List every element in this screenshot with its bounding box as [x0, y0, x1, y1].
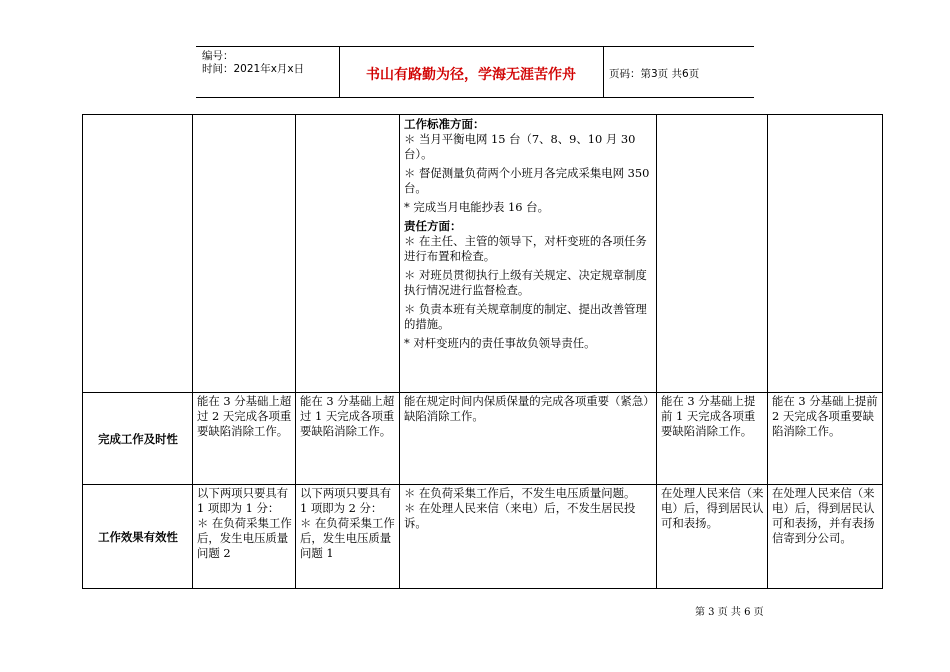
list-item: * 完成当月电能抄表 16 台。	[404, 200, 549, 214]
header-divider	[339, 47, 340, 97]
list-item: ＊ 在负荷采集工作后，发生电压质量问题 2	[197, 516, 292, 560]
score-cell: 在处理人民来信（来电）后，得到居民认可和表扬。	[657, 485, 768, 589]
row-label-timeliness: 完成工作及时性	[83, 393, 193, 485]
score-cell: 能在 3 分基础上超过 1 天完成各项重要缺陷消除工作。	[296, 393, 400, 485]
responsibility-heading: 责任方面：	[404, 219, 462, 233]
table-row	[83, 115, 883, 393]
score-intro: 以下两项只要具有 1 项即为 2 分：	[300, 486, 392, 515]
table-cell	[193, 115, 296, 393]
header-meta	[202, 50, 304, 76]
header-page-number: 页码：第3页 共6页	[609, 68, 700, 80]
score-intro: 以下两项只要具有 1 项即为 1 分：	[197, 486, 289, 515]
table-cell	[768, 115, 883, 393]
page-header	[196, 46, 754, 98]
score-cell: 能在 3 分基础上超过 2 天完成各项重要缺陷消除工作。	[193, 393, 296, 485]
table-row	[83, 393, 883, 485]
list-item: ＊ 在负荷采集工作后，不发生电压质量问题。	[404, 486, 636, 500]
standards-heading: 工作标准方面：	[404, 117, 485, 131]
assessment-table	[82, 114, 883, 589]
table-cell	[296, 115, 400, 393]
header-divider	[603, 47, 604, 97]
document-date-label: 时间：2021年x月x日	[202, 63, 305, 75]
standards-cell	[400, 115, 657, 393]
list-item: ＊ 在负荷采集工作后，发生电压质量问题 1	[300, 516, 395, 560]
document-number-label: 编号：	[202, 50, 234, 62]
row-label-effectiveness: 工作效果有效性	[83, 485, 193, 589]
header-motto: 书山有路勤为径，学海无涯苦作舟	[366, 67, 576, 83]
table-cell	[83, 115, 193, 393]
score-cell	[296, 485, 400, 589]
table-cell	[657, 115, 768, 393]
list-item: ＊ 在处理人民来信（来电）后，不发生居民投诉。	[404, 501, 636, 530]
page-footer: 第 3 页 共 6 页	[695, 607, 764, 618]
score-cell	[400, 485, 657, 589]
score-cell: 能在规定时间内保质保量的完成各项重要（紧急）缺陷消除工作。	[400, 393, 657, 485]
list-item: ＊ 当月平衡电网 15 台（7、8、9、10 月 30 台）。	[404, 132, 636, 161]
list-item: * 对杆变班内的责任事故负领导责任。	[404, 336, 596, 350]
list-item: ＊ 在主任、主管的领导下，对杆变班的各项任务进行布置和检查。	[404, 234, 647, 263]
list-item: ＊ 对班员贯彻执行上级有关规定、决定规章制度执行情况进行监督检查。	[404, 268, 647, 297]
score-cell: 能在 3 分基础上提前 2 天完成各项重要缺陷消除工作。	[768, 393, 883, 485]
table-row	[83, 485, 883, 589]
list-item: ＊ 负责本班有关规章制度的制定、提出改善管理的措施。	[404, 302, 647, 331]
score-cell	[193, 485, 296, 589]
score-cell: 在处理人民来信（来电）后，得到居民认可和表扬，并有表扬信寄到分公司。	[768, 485, 883, 589]
score-cell: 能在 3 分基础上提前 1 天完成各项重要缺陷消除工作。	[657, 393, 768, 485]
list-item: ＊ 督促测量负荷两个小班月各完成采集电网 350 台。	[404, 166, 650, 195]
